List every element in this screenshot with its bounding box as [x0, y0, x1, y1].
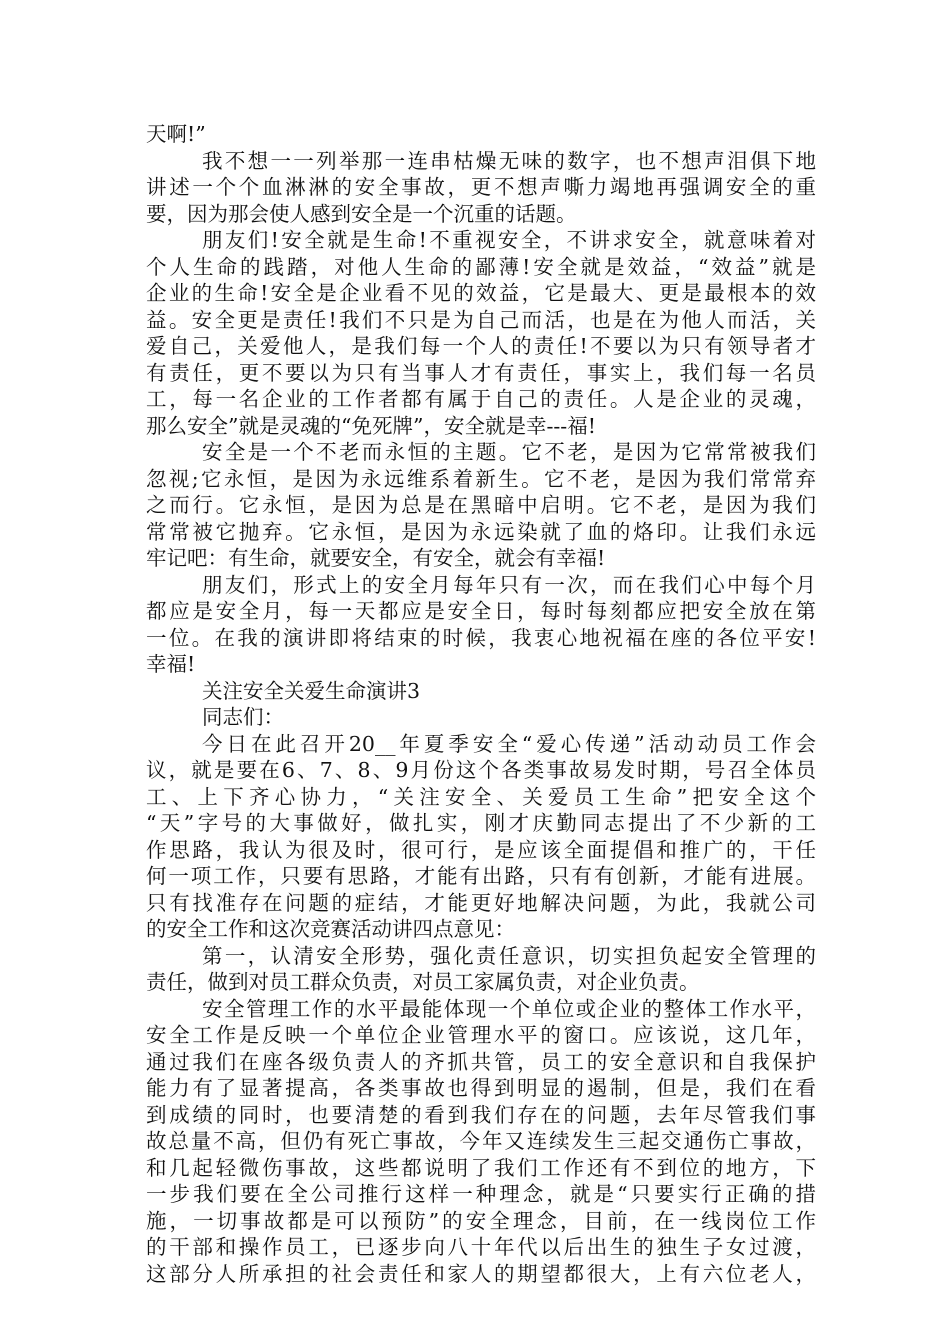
text-line: 和几起轻微伤事故，这些都说明了我们工作还有不到位的地方，下 — [146, 1155, 816, 1180]
text-line: 牢记吧：有生命，就要安全，有安全，就会有幸福! — [146, 546, 606, 570]
text-line: 安全是一个不老而永恒的主题。它不老，是因为它常常被我们 — [202, 440, 816, 464]
text-line: 都应是安全月，每一天都应是安全日，每时每刻都应把安全放在第 — [146, 599, 816, 623]
text-line: 之而行。它永恒，是因为总是在黑暗中启明。它不老，是因为我们 — [146, 493, 816, 517]
text-line: 个人生命的践踏，对他人生命的鄙薄!安全就是效益，“效益”就是 — [146, 254, 816, 279]
text-line: 那么安全”就是灵魂的“免死牌”，安全就是幸---福! — [146, 413, 596, 438]
text-line: 施，一切事故都是可以预防”的安全理念，目前，在一线岗位工作 — [146, 1208, 816, 1233]
text-line: 一位。在我的演讲即将结束的时候，我衷心地祝福在座的各位平安! — [146, 625, 816, 650]
text-line: 责任，做到对员工群众负责，对员工家属负责，对企业负责。 — [146, 970, 700, 994]
text-line: “天”字号的大事做好，做扎实，刚才庆勤同志提出了不少新的工 — [146, 811, 816, 835]
document-body — [146, 121, 816, 1287]
text-line: 通过我们在座各级负责人的齐抓共管，员工的安全意识和自我保护 — [146, 1049, 816, 1074]
text-line: 何一项工作，只要有思路，才能有出路，只有有创新，才能有进展。 — [146, 864, 816, 888]
text-line: 能力有了显著提高，各类事故也得到明显的遏制，但是，我们在看 — [146, 1076, 816, 1100]
text-line: 今日在此召开20__年夏季安全“爱心传递”活动动员工作会 — [202, 731, 816, 756]
text-line: 同志们： — [202, 705, 284, 729]
text-line: 要，因为那会使人感到安全是一个沉重的话题。 — [146, 201, 577, 226]
text-line: 爱自己，关爱他人，是我们每一个人的责任!不要以为只有领导者才 — [146, 334, 816, 358]
text-line: 常常被它抛弃。它永恒，是因为永远染就了血的烙印。让我们永远 — [146, 519, 816, 544]
text-line: 一步我们要在全公司推行这样一种理念，就是“只要实行正确的措 — [146, 1182, 816, 1206]
text-line: 朋友们!安全就是生命!不重视安全，不讲求安全，就意味着对 — [202, 228, 816, 252]
text-line: 益。安全更是责任!我们不只是为自己而活，也是在为他人而活，关 — [146, 307, 816, 332]
text-line: 幸福! — [146, 652, 196, 676]
text-line: 这部分人所承担的社会责任和家人的期望都很大，上有六位老人， — [146, 1261, 816, 1286]
text-line: 关注安全关爱生命演讲3 — [202, 678, 421, 703]
text-line: 议，就是要在6、7、8、9月份这个各类事故易发时期，号召全体员 — [146, 758, 816, 782]
text-line: 的干部和操作员工，已逐步向八十年代以后出生的独生子女过渡， — [146, 1235, 816, 1259]
text-line: 工，每一名企业的工作者都有属于自己的责任。人是企业的灵魂， — [146, 387, 816, 411]
text-line: 安全工作是反映一个单位企业管理水平的窗口。应该说，这几年， — [146, 1023, 816, 1047]
text-line: 工、上下齐心协力，“关注安全、关爱员工生命”把安全这个 — [146, 784, 816, 809]
text-line: 安全管理工作的水平最能体现一个单位或企业的整体工作水平， — [202, 996, 816, 1021]
text-line: 作思路，我认为很及时，很可行，是应该全面提倡和推广的，干任 — [146, 837, 816, 862]
text-line: 第一，认清安全形势，强化责任意识，切实担负起安全管理的 — [202, 943, 816, 968]
text-line: 的安全工作和这次竞赛活动讲四点意见： — [146, 917, 515, 941]
text-line: 故总量不高，但仍有死亡事故，今年又连续发生三起交通伤亡事故， — [146, 1129, 816, 1153]
text-line: 只有找准存在问题的症结，才能更好地解决问题，为此，我就公司 — [146, 890, 816, 915]
text-line: 朋友们，形式上的安全月每年只有一次，而在我们心中每个月 — [202, 572, 816, 597]
text-line: 到成绩的同时，也要清楚的看到我们存在的问题，去年尽管我们事 — [146, 1102, 816, 1127]
text-line: 有责任，更不要以为只有当事人才有责任，事实上，我们每一名员 — [146, 360, 816, 385]
text-line: 天啊!” — [146, 122, 206, 146]
text-line: 讲述一个个血淋淋的安全事故，更不想声嘶力竭地再强调安全的重 — [146, 175, 816, 199]
text-line: 忽视;它永恒，是因为永远维系着新生。它不老，是因为我们常常弃 — [146, 466, 816, 491]
text-line: 企业的生命!安全是企业看不见的效益，它是最大、更是最根本的效 — [146, 281, 816, 305]
text-line: 我不想一一列举那一连串枯燥无味的数字，也不想声泪俱下地 — [202, 148, 816, 173]
